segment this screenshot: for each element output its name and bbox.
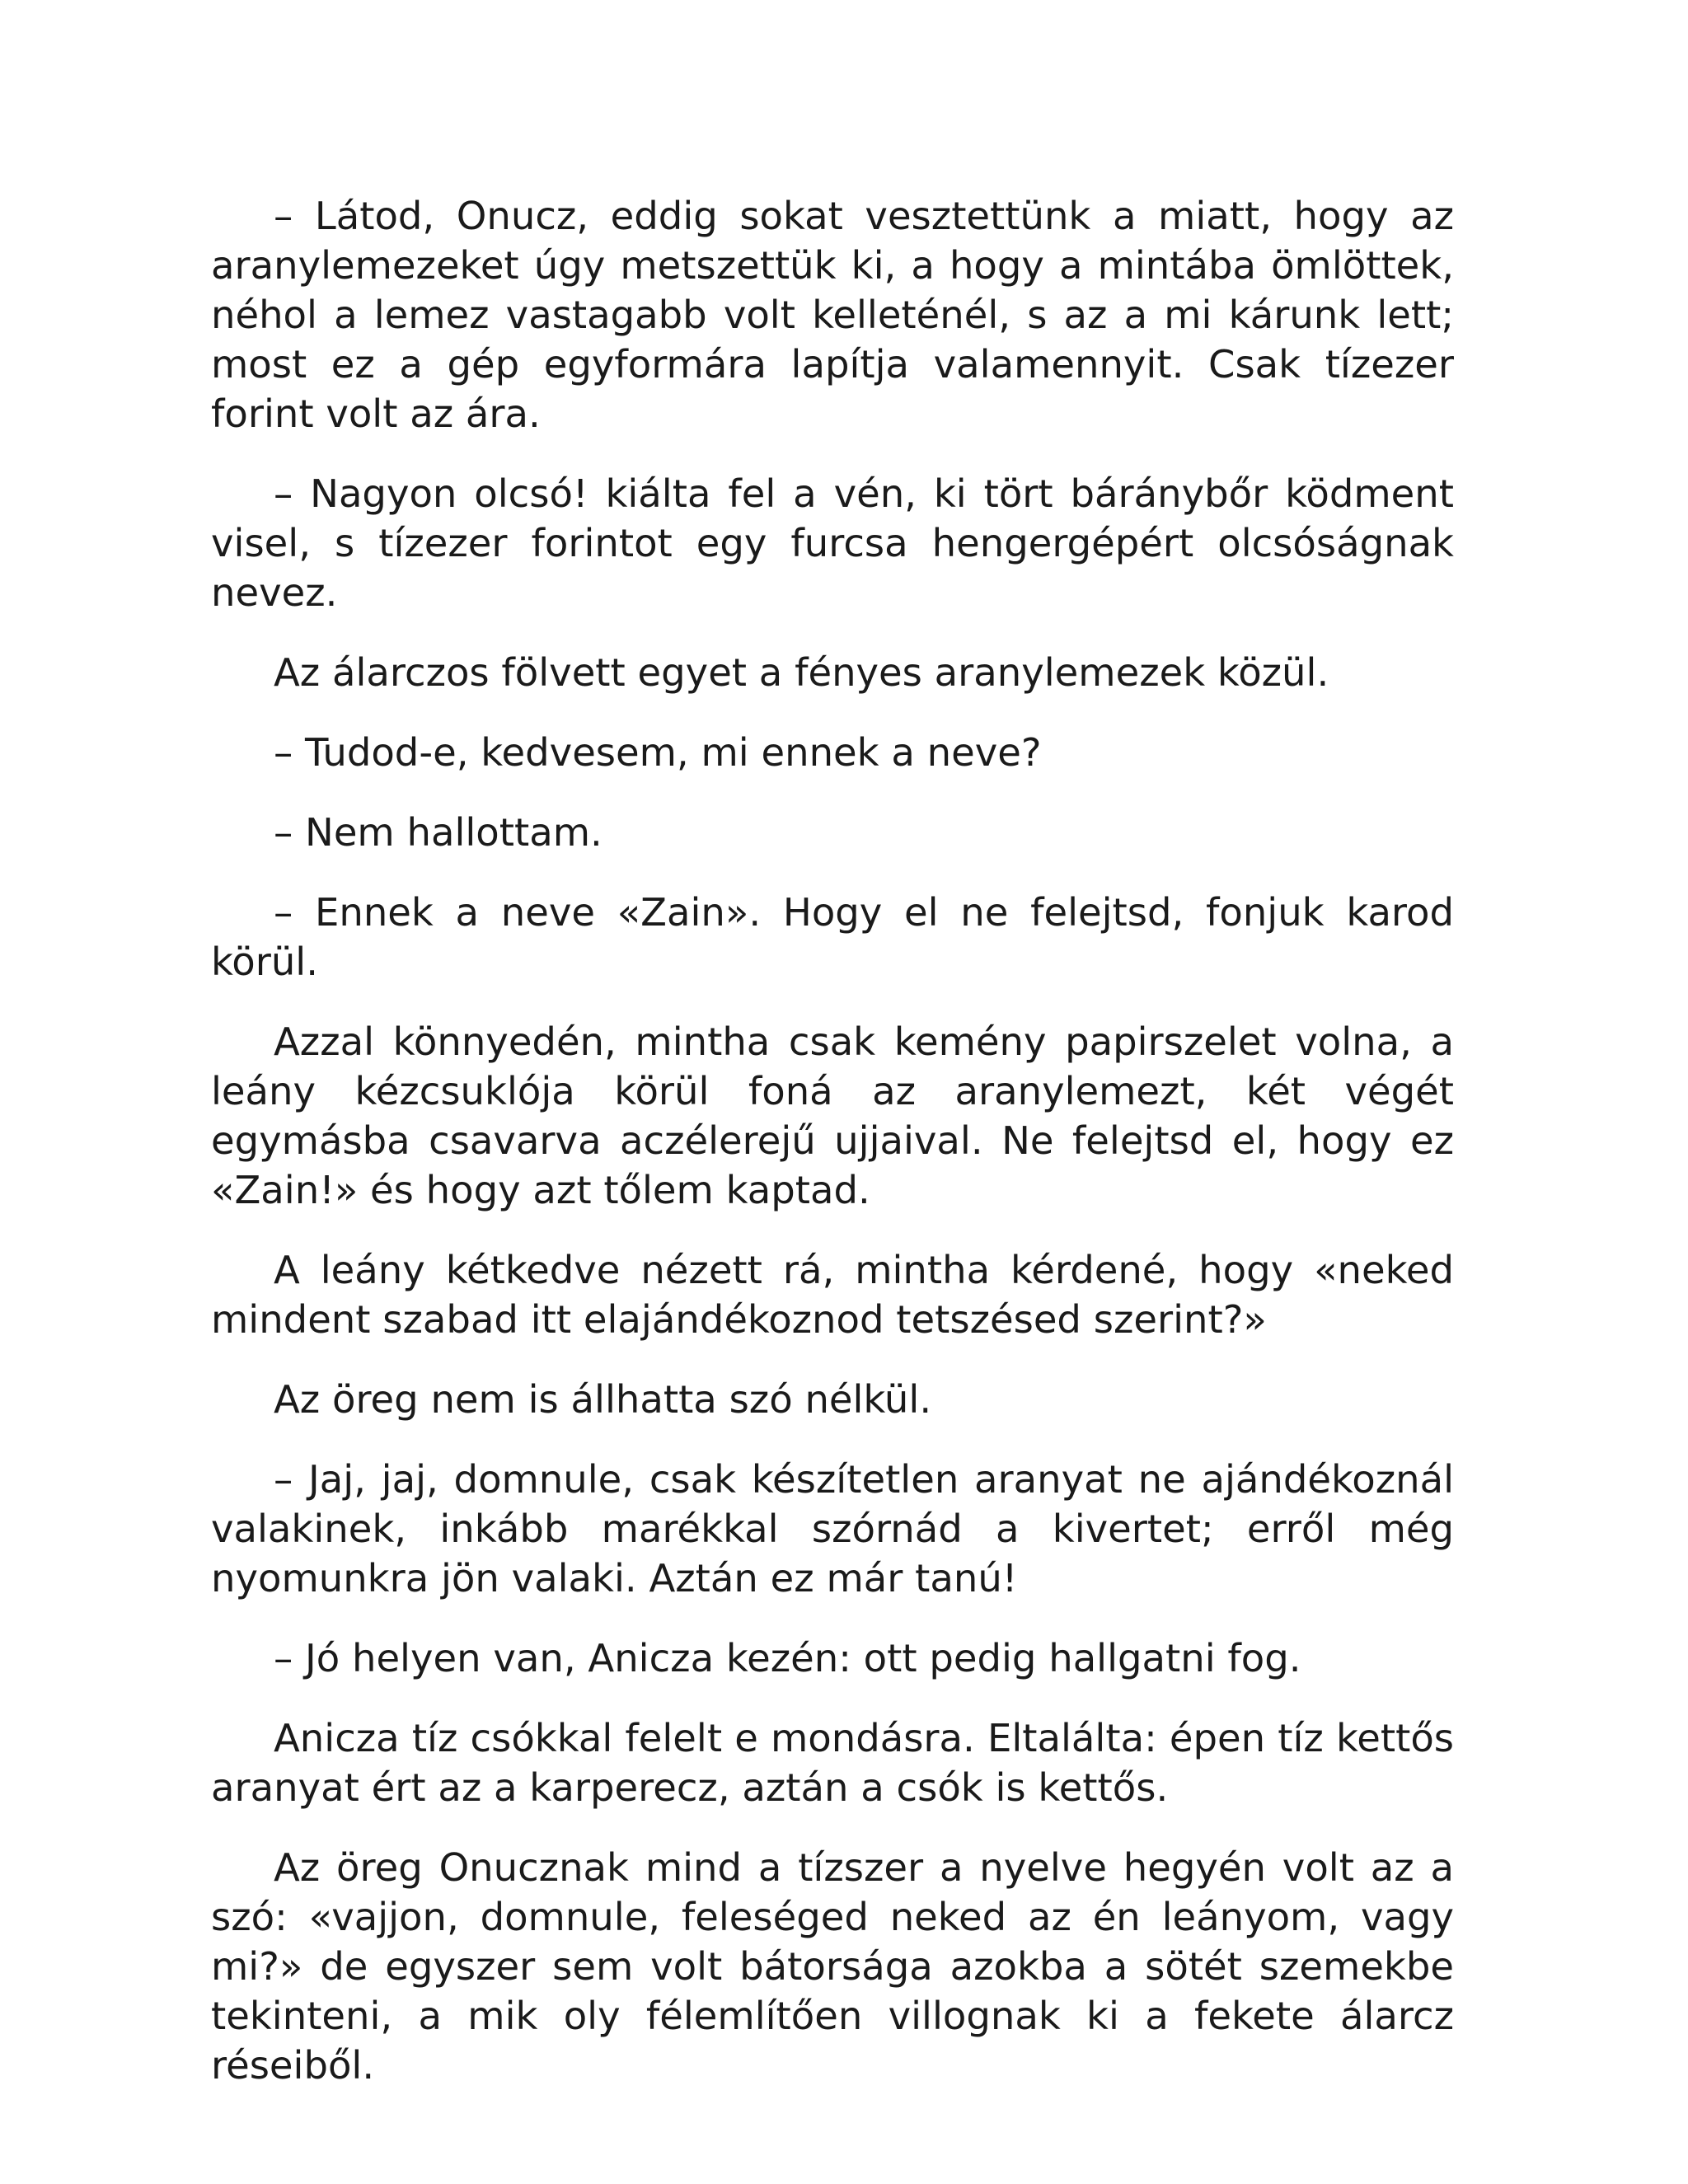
paragraph: A leány kétkedve nézett rá, mintha kérdené, hogy «neked mindent szabad itt elajándékoznod tetszésed szerint?»: [211, 1248, 1454, 1342]
paragraph: – Nagyon olcsó! kiálta fel a vén, ki tört báránybőr ködment visel, s tízezer forintot egy furcsa hengergépért olcsóságnak nevez.: [211, 471, 1454, 615]
paragraph: Az öreg Onucznak mind a tízszer a nyelve hegyén volt az a szó: «vajjon, domnule, feleséged neked az én leányom, vagy mi?» de egyszer sem volt bátorsága azokba a sötét szemekbe tekinteni, a mik oly félemlítően villognak ki a fekete álarcz réseiből.: [211, 1845, 1454, 2088]
paragraph: Azzal könnyedén, mintha csak kemény papirszelet volna, a leány kézcsuklója körül foná az aranylemezt, két végét egymásba csavarva aczélerejű ujjaival. Ne felejtsd el, hogy ez «Zain!» és hogy azt tőlem kaptad.: [211, 1019, 1454, 1212]
paragraph: – Látod, Onucz, eddig sokat vesztettünk a miatt, hogy az aranylemezeket úgy metszettük ki, a hogy a mintába ömlöttek, néhol a lemez vastagabb volt kelleténél, s az a mi kárunk lett; most ez a gép egyformára lapítja valamennyit. Csak tízezer forint volt az ára.: [211, 194, 1454, 436]
paragraph: Anicza tíz csókkal felelt e mondásra. Eltalálta: épen tíz kettős aranyat ért az a karperecz, aztán a csók is kettős.: [211, 1716, 1454, 1810]
page-text: [211, 191, 1454, 2121]
paragraph: Az öreg nem is állhatta szó nélkül.: [274, 1377, 932, 1422]
paragraph: – Ennek a neve «Zain». Hogy el ne felejtsd, fonjuk karod körül.: [211, 890, 1454, 984]
paragraph: – Nem hallottam.: [274, 810, 603, 855]
paragraph: – Jó helyen van, Anicza kezén: ott pedig hallgatni fog.: [274, 1636, 1301, 1680]
paragraph: Az álarczos fölvett egyet a fényes aranylemezek közül.: [274, 650, 1329, 695]
paragraph: – Tudod-e, kedvesem, mi ennek a neve?: [274, 730, 1042, 775]
paragraph: – Jaj, jaj, domnule, csak készítetlen aranyat ne ajándékoznál valakinek, inkább marékkal szórnád a kivertet; erről még nyomunkra jön valaki. Aztán ez már tanú!: [211, 1457, 1454, 1601]
